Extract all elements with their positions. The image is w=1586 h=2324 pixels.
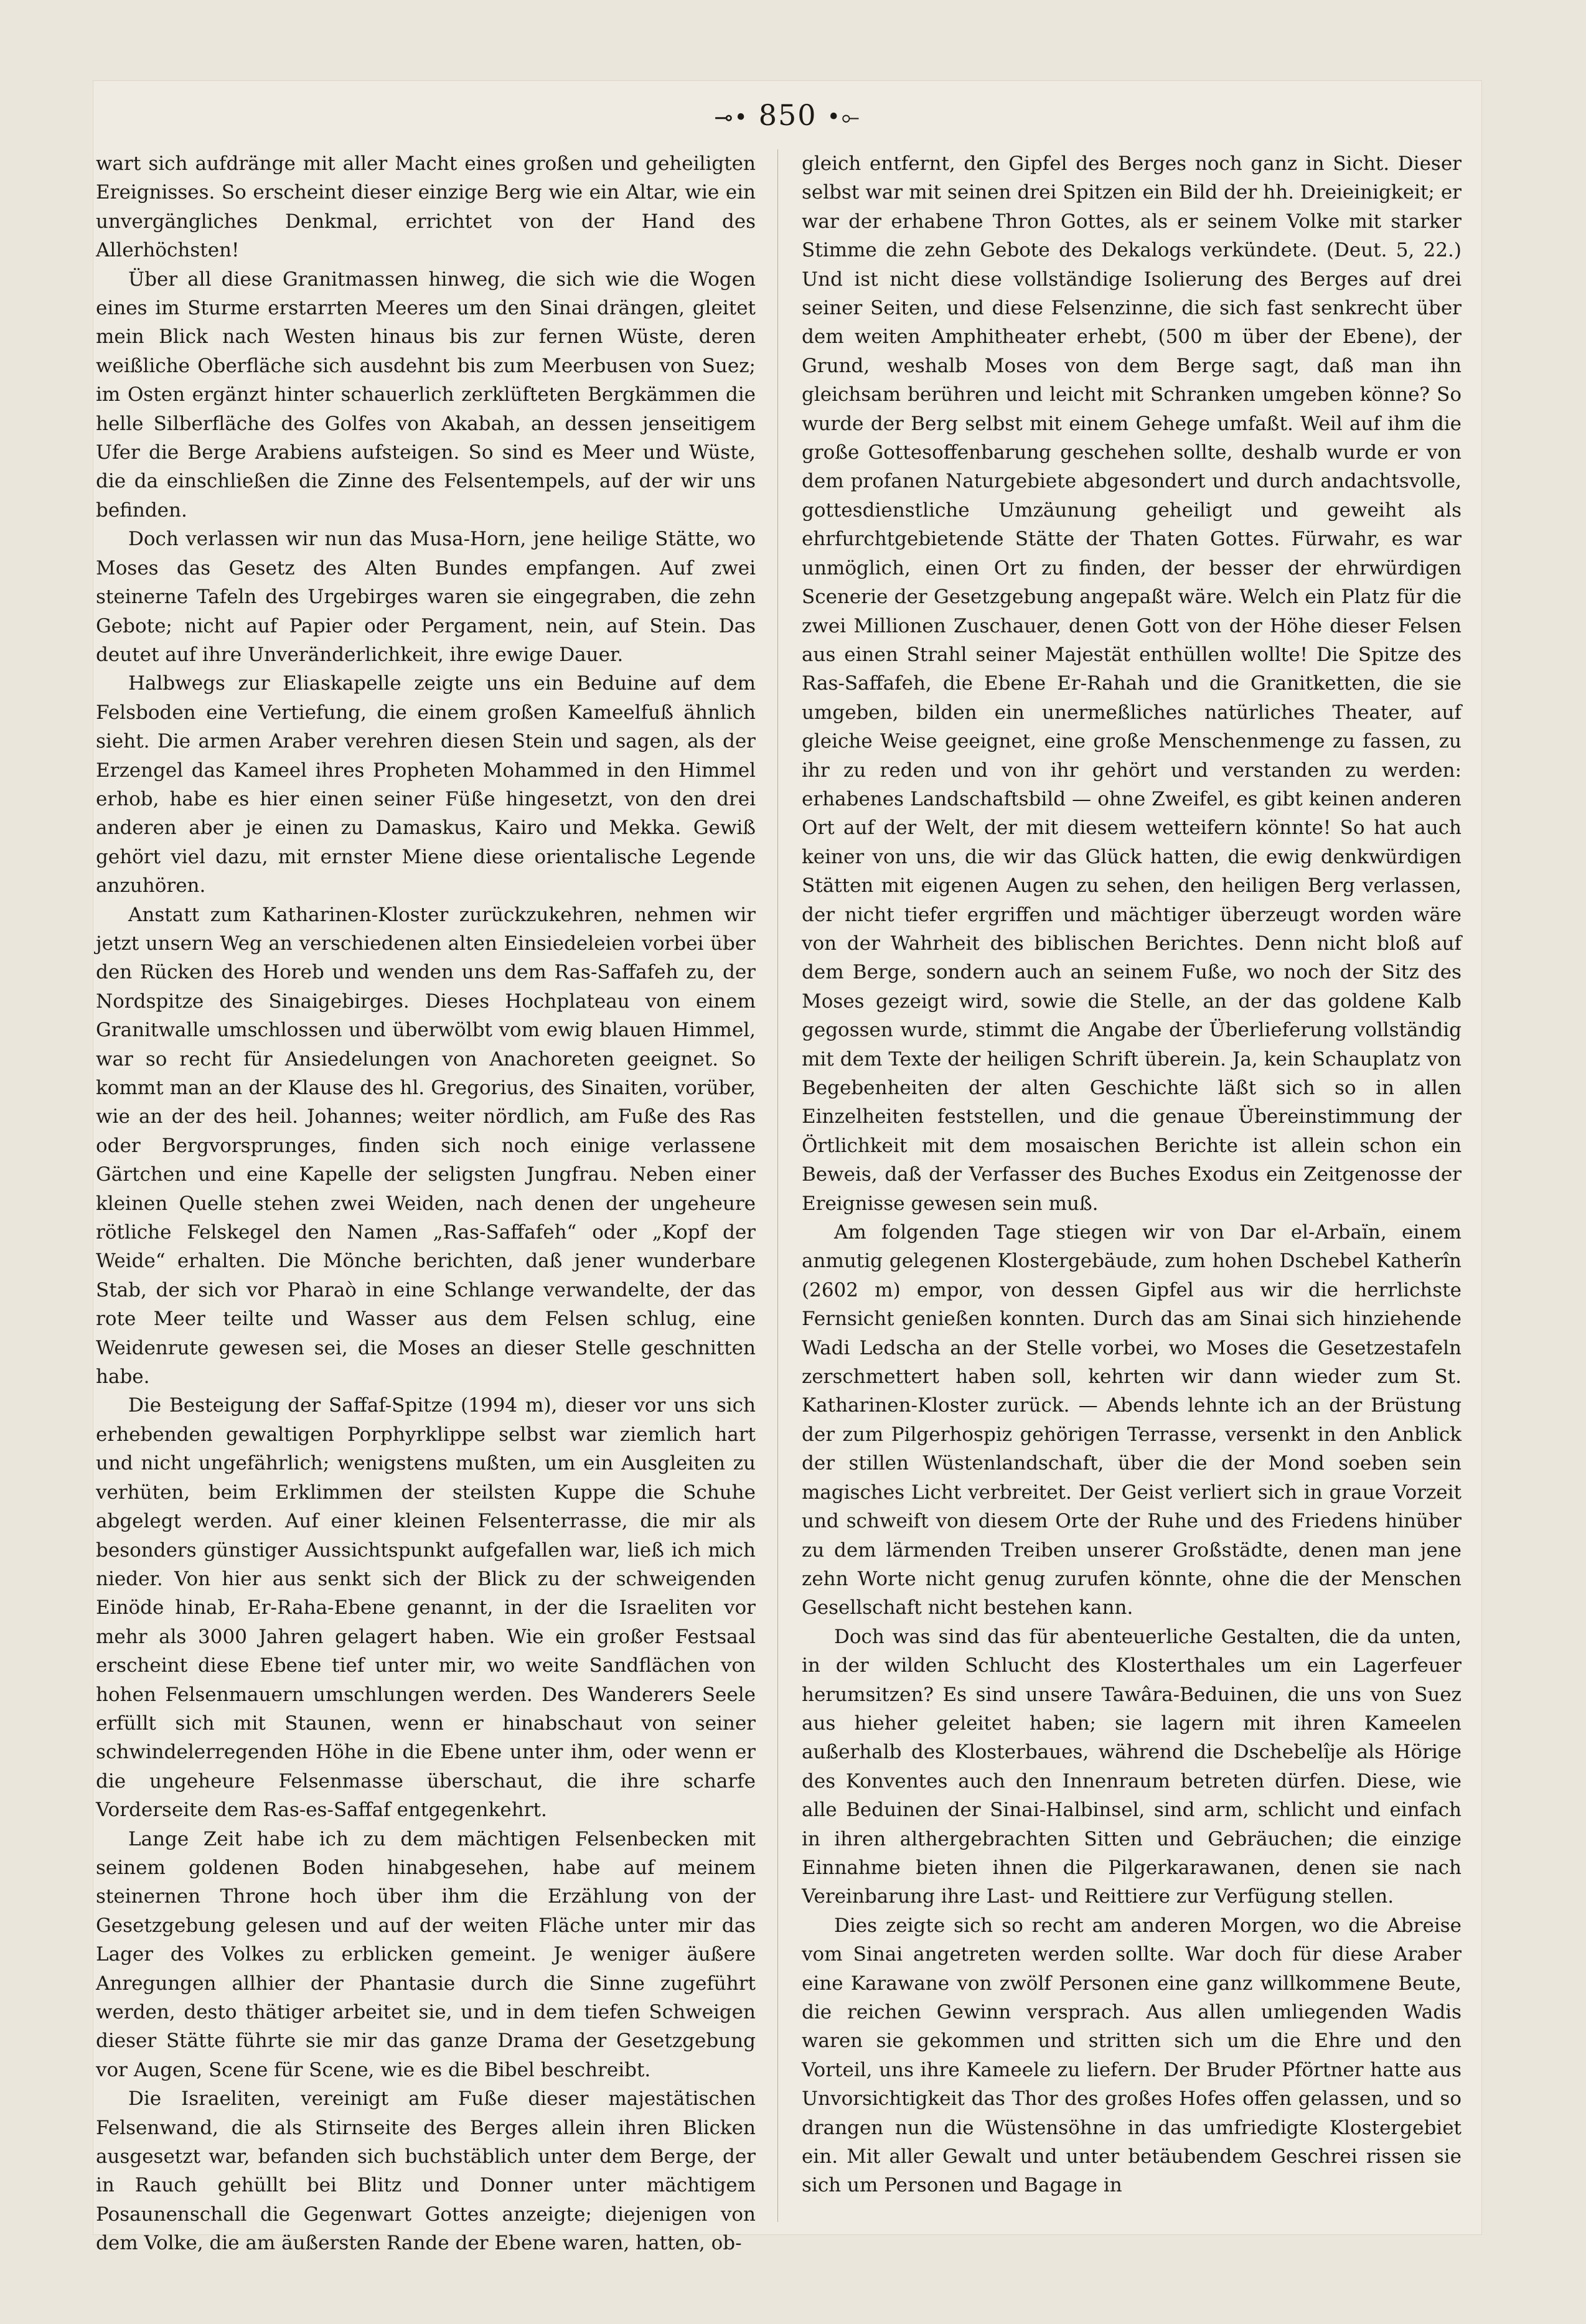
page-number: 850	[758, 98, 817, 132]
right-column	[802, 149, 1462, 2200]
paragraph: Am folgenden Tage stiegen wir von Dar el-Arbaïn, einem anmutig gelegenen Klostergebäude, zum hohen Dschebel Katherîn (2602 m) empor, von dessen Gipfel aus wir die herrlichste Fernsicht genießen konnten. Durch das am Sinai sich hinziehende Wadi Ledscha an der Stelle vorbei, wo Moses die Gesetzestafeln zerschmettert haben soll, kehrten wir dann wieder zum St. Katharinen-Kloster zurück. — Abends lehnte ich an der Brüstung der zum Pilgerhospiz gehörigen Terrasse, versenkt in den Anblick der stillen Wüstenlandschaft, über die der Mond soeben sein magisches Licht verbreitet. Der Geist verliert sich in graue Vorzeit und schweift von diesem Orte der Ruhe und des Friedens hinüber zu dem lärmenden Treiben unserer Großstädte, denen man jene zehn Worte nicht genug zurufen könnte, ohne die der Menschen Gesellschaft nicht bestehen kann.	[802, 1221, 1462, 1619]
book-page	[93, 81, 1481, 2255]
paragraph: Die Israeliten, vereinigt am Fuße dieser majestätischen Felsenwand, die als Stirnseite des Berges allein ihren Blicken ausgesetzt war, befanden sich buchstäblich unter dem Berge, der in Rauch gehüllt bei Blitz und Donner unter mächtigem Posaunenschall die Gegenwart Gottes anzeigte; diejenigen von dem Volke, die am äußersten Rande der Ebene waren, hatten, ob-	[96, 2087, 756, 2255]
paragraph: wart sich aufdränge mit aller Macht eines großen und geheiligten Ereignisses. So erscheint dieser einzige Berg wie ein Altar, wie ein unvergängliches Denkmal, errichtet von der Hand des Allerhöchsten!	[96, 152, 756, 262]
paragraph: Die Besteigung der Saffaf-Spitze (1994 m), dieser vor uns sich erhebenden gewaltigen Porphyrklippe selbst war ziemlich hart und nicht ungefährlich; wenigstens mußten, um ein Ausgleiten zu verhüten, beim Erklimmen der steilsten Kuppe die Schuhe abgelegt werden. Auf einer kleinen Felsenterrasse, die mir als besonders günstiger Aussichtspunkt aufgefallen war, ließ ich mich nieder. Von hier aus senkt sich der Blick zu der schweigenden Einöde hinab, Er-Raha-Ebene genannt, in der die Israeliten vor mehr als 3000 Jahren gelagert haben. Wie ein großer Festsaal erscheint diese Ebene tief unter mir, wo weite Sandflächen von hohen Felsenmauern umschlungen werden. Des Wanderers Seele erfüllt sich mit Staunen, wenn er hinabschaut von seiner schwindelerregenden Höhe in die Ebene unter ihm, oder wenn er die ungeheure Felsenmasse überschaut, die ihre scharfe Vorderseite dem Ras-es-Saffaf entgegenkehrt.	[96, 1394, 756, 1822]
ornament-right-icon: •⟜	[827, 105, 861, 130]
page-header	[93, 98, 1481, 132]
margin-stamp	[37, 902, 62, 1226]
column-divider	[777, 149, 778, 2222]
paragraph: Über all diese Granitmassen hinweg, die sich wie die Wogen eines im Sturme erstarrten Meeres um den Sinai drängen, gleitet mein Blick nach Westen hinaus bis zur fernen Wüste, deren weißliche Oberfläche sich ausdehnt bis zum Meerbusen von Suez; im Osten ergänzt hinter schauerlich zerklüfteten Bergkämmen die helle Silberfläche des Golfes von Akabah, an dessen jenseitigem Ufer die Berge Arabiens aufsteigen. So sind es Meer und Wüste, die da einschließen die Zinne des Felsentempels, auf der wir uns befinden.	[96, 268, 756, 522]
paragraph: Doch verlassen wir nun das Musa-Horn, jene heilige Stätte, wo Moses das Gesetz des Alten Bundes empfangen. Auf zwei steinerne Tafeln des Urgebirges waren sie eingegraben, die zehn Gebote; nicht auf Papier oder Pergament, nein, auf Stein. Das deutet auf ihre Unveränderlichkeit, ihre ewige Dauer.	[96, 528, 756, 666]
paragraph: Anstatt zum Katharinen-Kloster zurückzukehren, nehmen wir jetzt unsern Weg an verschiedenen alten Einsiedeleien vorbei über den Rücken des Horeb und wenden uns dem Ras-Saffafeh zu, der Nordspitze des Sinaigebirges. Dieses Hochplateau von einem Granitwalle umschlossen und überwölbt vom ewig blauen Himmel, war so recht für Ansiedelungen von Anachoreten geeignet. So kommt man an der Klause des hl. Gregorius, des Sinaiten, vorüber, wie an der des heil. Johannes; weiter nördlich, am Fuße des Ras oder Bergvorsprunges, finden sich noch einige verlassene Gärtchen und eine Kapelle der seligsten Jungfrau. Neben einer kleinen Quelle stehen zwei Weiden, nach denen der ungeheure rötliche Felskegel den Namen „Ras-Saffafeh“ oder „Kopf der Weide“ erhalten. Die Mönche berichten, daß jener wunderbare Stab, der sich vor Pharaò in eine Schlange verwandelte, der das rote Meer teilte und Wasser aus dem Felsen schlug, eine Weidenrute gewesen sei, die Moses an dieser Stelle geschnitten habe.	[96, 903, 756, 1389]
paragraph: gleich entfernt, den Gipfel des Berges noch ganz in Sicht. Dieser selbst war mit seinen drei Spitzen ein Bild der hh. Dreieinigkeit; er war der erhabene Thron Gottes, als er seinem Volke mit starker Stimme die zehn Gebote des Dekalogs verkündete. (Deut. 5, 22.) Und ist nicht diese vollständige Isolierung des Berges auf drei seiner Seiten, und diese Felsenzinne, die sich fast senkrecht über dem weiten Amphitheater erhebt, (500 m über der Ebene), der Grund, weshalb Moses von dem Berge sagt, daß man ihn gleichsam berühren und leicht mit Schranken umgeben könne? So wurde der Berg selbst mit einem Gehege umfaßt. Weil auf ihm die große Gottesoffenbarung geschehen sollte, deshalb wurde er von dem profanen Naturgebiete abgesondert und durch andachtsvolle, gottesdienstliche Umzäunung geheiligt und geweiht als ehrfurchtgebietende Stätte der Thaten Gottes. Fürwahr, es war unmöglich, einen Ort zu finden, der besser der ehrwürdigen Scenerie der Gesetzgebung angepaßt wäre. Welch ein Platz für die zwei Millionen Zuschauer, denen Gott von der Höhe dieser Felsen aus einen Strahl seiner Majestät enthüllen wollte! Die Spitze des Ras-Saffafeh, die Ebene Er-Rahah und die Granitketten, die sie umgeben, bilden ein unermeßliches natürliches Theater, auf gleiche Weise geeignet, eine große Menschenmenge zu fassen, zu ihr zu reden und von ihr gehört und verstanden zu werden: erhabenes Landschaftsbild — ohne Zweifel, es gibt keinen anderen Ort auf der Welt, der mit diesem wetteifern könnte! So hat auch keiner von uns, die wir das Glück hatten, die ewig denkwürdigen Stätten mit eigenen Augen zu sehen, den heiligen Berg verlassen, der nicht tiefer ergriffen und mächtiger überzeugt worden wäre von der Wahrheit des biblischen Berichtes. Denn nicht bloß auf dem Berge, sondern auch an seinem Fuße, wo noch der Sitz des Moses gezeigt wird, sowie die Stelle, an der das goldene Kalb gegossen wurde, stimmt die Angabe der Überlieferung vollständig mit dem Texte der heiligen Schrift überein. Ja, kein Schauplatz von Begebenheiten der alten Geschichte läßt sich so in allen Einzelheiten feststellen, und die genaue Übereinstimmung der Örtlichkeit mit dem mosaischen Berichte ist allein schon ein Beweis, daß der Verfasser des Buches Exodus ein Zeitgenosse der Ereignisse gewesen sein muß.	[802, 152, 1462, 1215]
paragraph: Halbwegs zur Eliaskapelle zeigte uns ein Beduine auf dem Felsboden eine Vertiefung, die einem großen Kameelfuß ähnlich sieht. Die armen Araber verehren diesen Stein und sagen, als der Erzengel das Kameel ihres Propheten Mohammed in den Himmel erhob, habe es hier einen seiner Füße hingesetzt, von den drei anderen aber je einen zu Damaskus, Kairo und Mekka. Gewiß gehört viel dazu, mit ernster Miene diese orientalische Legende anzuhören.	[96, 672, 756, 897]
left-column	[96, 149, 756, 2258]
paragraph: Doch was sind das für abenteuerliche Gestalten, die da unten, in der wilden Schlucht des Klosterthales um ein Lagerfeuer herumsitzen? Es sind unsere Tawâra-Beduinen, die uns von Suez aus hieher geleitet haben; sie lagern mit ihren Kameelen außerhalb des Klosterbaues, während die Dschebelîje als Hörige des Konventes auch den Innenraum betreten dürfen. Diese, wie alle Beduinen der Sinai-Halbinsel, sind arm, schlicht und einfach in ihren althergebrachten Sitten und Gebräuchen; die einzige Einnahme bieten ihnen die Pilgerkarawanen, denen sie nach Vereinbarung ihre Last- und Reittiere zur Verfügung stellen.	[802, 1625, 1462, 1908]
paragraph: Lange Zeit habe ich zu dem mächtigen Felsenbecken mit seinem goldenen Boden hinabgesehen, habe auf meinem steinernen Throne hoch über ihm die Erzählung von der Gesetzgebung gelesen und auf der weiten Fläche unter mir das Lager des Volkes zu erblicken gemeint. Je weniger äußere Anregungen allhier der Phantasie durch die Sinne zugeführt werden, desto thätiger arbeitet sie, und in dem tiefen Schweigen dieser Stätte führte sie mir das ganze Drama der Gesetzgebung vor Augen, Scene für Scene, wie es die Bibel beschreibt.	[96, 1827, 756, 2081]
ornament-left-icon: ⊸•	[714, 105, 749, 131]
paragraph: Dies zeigte sich so recht am anderen Morgen, wo die Abreise vom Sinai angetreten werden sollte. War doch für diese Araber eine Karawane von zwölf Personen eine ganz willkommene Beute, die reichen Gewinn versprach. Aus allen umliegenden Wadis waren sie gekommen und stritten sich um die Ehre und den Vorteil, uns ihre Kameele zu liefern. Der Bruder Pförtner hatte aus Unvorsichtigkeit das Thor des großes Hofes offen gelassen, und so drangen nun die Wüstensöhne in das umfriedigte Klostergebiet ein. Mit aller Gewalt und unter betäubendem Geschrei rissen sie sich um Personen und Bagage in	[802, 1914, 1462, 2197]
